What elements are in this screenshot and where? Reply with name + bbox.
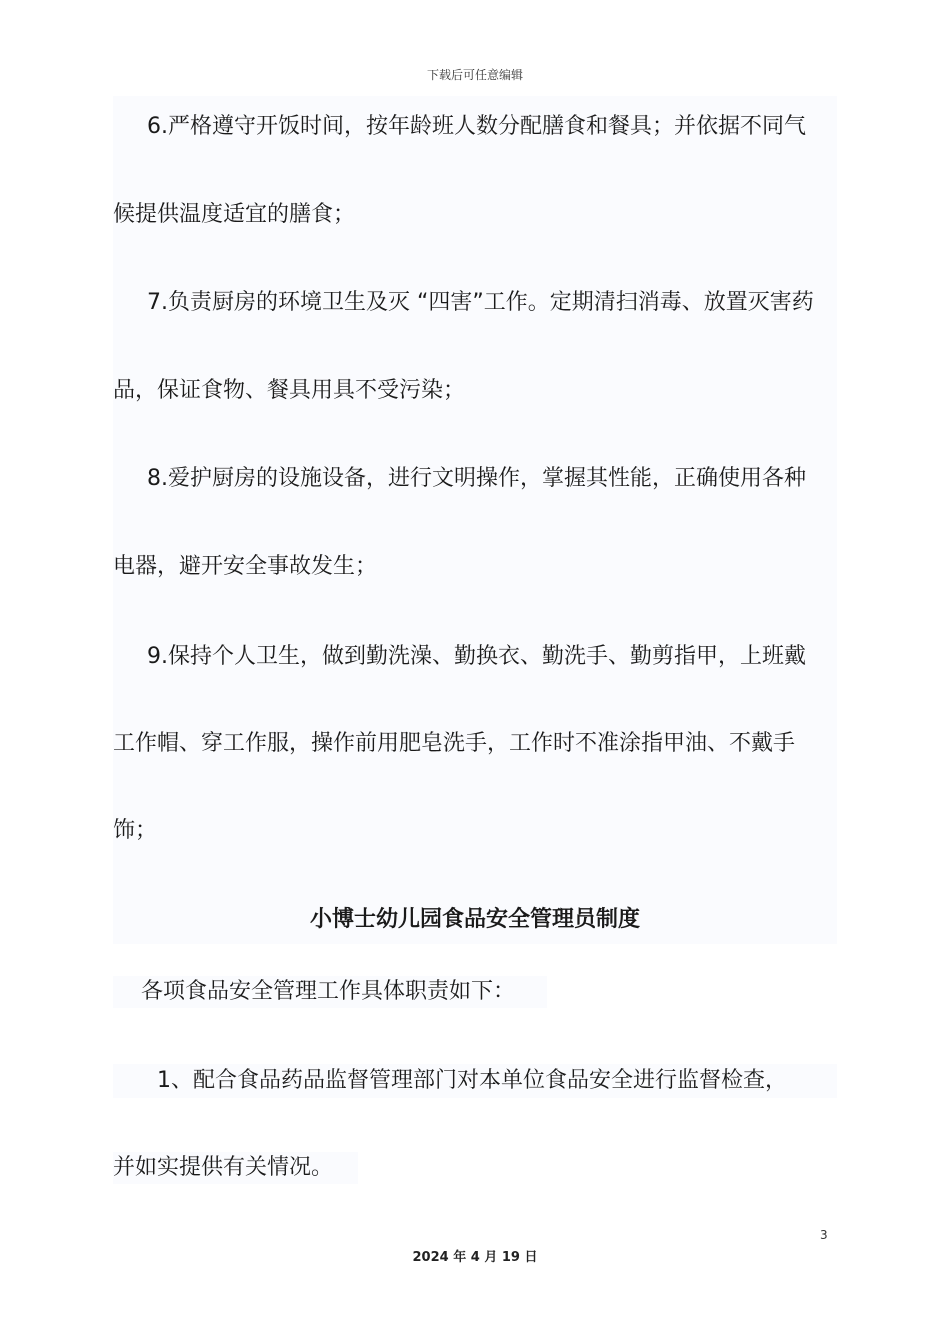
paragraph-9-line-2: 工作帽、穿工作服，操作前用肥皂洗手，工作时不准涂指甲油、不戴手 [113, 731, 796, 756]
item-1-line-1: 1、配合食品药品监督管理部门对本单位食品安全进行监督检查， [157, 1068, 787, 1093]
footer-date: 2024 年 4 月 19 日 [412, 1250, 538, 1265]
paragraph-8-line-2: 电器，避开安全事故发生； [113, 554, 378, 579]
paragraph-9-line-1: 9.保持个人卫生，做到勤洗澡、勤换衣、勤洗手、勤剪指甲，上班戴 [147, 644, 806, 669]
page-header: 下载后可任意编辑 [426, 68, 523, 82]
paragraph-7-line-2: 品，保证食物、餐具用具不受污染； [113, 378, 466, 403]
paragraph-8-line-1: 8.爱护厨房的设施设备，进行文明操作，掌握其性能，正确使用各种 [147, 466, 806, 491]
item-1-line-2: 并如实提供有关情况。 [113, 1155, 334, 1180]
page-number: 3 [820, 1228, 828, 1242]
paragraph-6-line-1: 6.严格遵守开饭时间，按年龄班人数分配膳食和餐具；并依据不同气 [147, 114, 806, 139]
section-intro: 各项食品安全管理工作具体职责如下： [141, 979, 516, 1004]
paragraph-9-line-3: 饰； [113, 818, 158, 843]
paragraph-7-line-1: 7.负责厨房的环境卫生及灭 “四害”工作。定期清扫消毒、放置灭害药 [147, 290, 814, 315]
paragraph-6-line-2: 候提供温度适宜的膳食； [113, 202, 356, 227]
section-title: 小博士幼儿园食品安全管理员制度 [309, 907, 640, 932]
